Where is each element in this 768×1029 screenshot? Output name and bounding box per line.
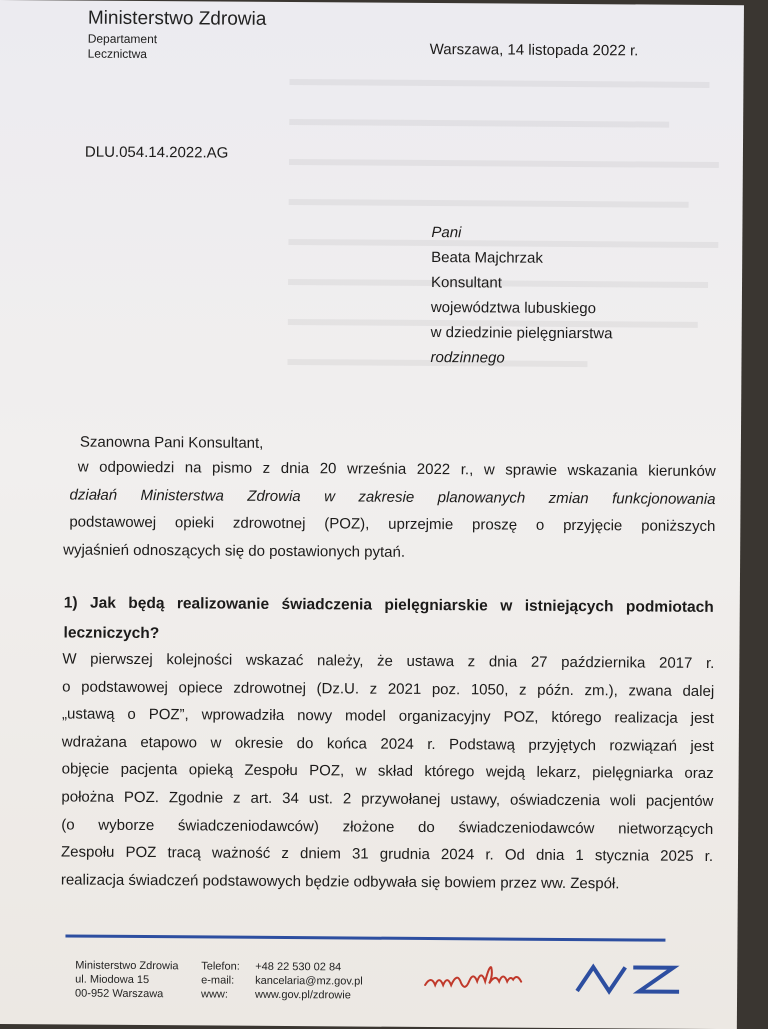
letter-date: Warszawa, 14 listopada 2022 r. [429, 41, 639, 60]
contact-label: www: [201, 988, 228, 1001]
recipient-line: Beata Majchrzak [431, 249, 543, 267]
recipient-address [430, 220, 613, 371]
logo-m-shape [577, 967, 625, 991]
website-address: www.gov.pl/zdrowie [255, 988, 351, 1002]
recipient-line: Konsultant [430, 274, 502, 292]
phone-number: +48 22 530 02 84 [255, 960, 342, 974]
ministry-name: Ministerstwo Zdrowia [87, 7, 267, 30]
department-line-1: Departament [87, 31, 158, 47]
paragraph-line: objęcie pacjenta opieką Zespołu POZ, w skład którego wejdą lekarz, pielęgniarka oraz [61, 760, 714, 783]
footer-address [75, 959, 179, 1002]
paragraph-line: realizacja świadczeń podstawowych będzie odbywała się bowiem przez ww. Zespół. [60, 871, 620, 893]
recipient-line: w dziedzinie pielęgniarstwa [430, 324, 613, 343]
footer-address-line: ul. Miodowa 15 [75, 973, 150, 987]
contact-label: Telefon: [201, 960, 240, 973]
paragraph-line: W pierwszej kolejności wskazać należy, że ustawa z dnia 27 października 2017 r. [62, 650, 715, 673]
footer-contact-labels [201, 959, 240, 1001]
department-line-2: Lecznictwa [87, 46, 148, 62]
independence-mark-logo [421, 961, 551, 998]
salutation: Szanowna Pani Konsultant, [79, 433, 264, 452]
paragraph-line: Zespołu POZ tracą ważność z dniem 31 grudnia 2024 r. Od dnia 1 stycznia 2025 r. [60, 843, 714, 866]
footer-divider [65, 934, 665, 941]
paragraph-line: (o wyborze świadczeniodawców) złożone do świadczeniodawców nietworzących [61, 816, 714, 838]
footer-contact-values [255, 960, 363, 1003]
paragraph-line: o podstawowej opiece zdrowotnej (Dz.U. z 2021 poz. 1050, z późn. zm.), zwana dalej [62, 678, 715, 700]
paragraph-line: położna POZ. Zgodnie z art. 34 ust. 2 przywołanej ustawy, oświadczenia woli pacjentów [61, 788, 714, 810]
paragraph-line: „ustawą o POZ”, wprowadziła nowy model organizacyjny POZ, którego realizacja jest [61, 705, 715, 728]
email-address: kancelaria@mz.gov.pl [255, 974, 363, 988]
contact-label: e-mail: [201, 974, 235, 987]
paragraph-line: w odpowiedzi na pismo z dnia 20 września 2022 r., w sprawie wskazania kierunków [77, 458, 716, 481]
mark-stroke [425, 967, 521, 987]
paragraph-line: wdrażana etapowo w okresie do końca 2024 r. Podstawą przyjętych rozwiązań jest [61, 733, 714, 755]
logo-z-shape [633, 967, 679, 991]
question-1-heading [63, 588, 713, 653]
heading-line: leczniczych? [63, 624, 160, 643]
paragraph-line: wyjaśnień odnoszących się do postawionych pytań. [63, 540, 406, 561]
recipient-line: województwa lubuskiego [430, 299, 597, 318]
paragraph-line: działań Ministerstwa Zdrowia w zakresie planowanych zmian funkcjonowania [69, 485, 716, 508]
answer-1-paragraph [61, 645, 715, 898]
recipient-line: Pani [431, 224, 462, 242]
reference-number: DLU.054.14.2022.AG [84, 143, 229, 162]
paragraph-line: podstawowej opieki zdrowotnej (POZ), uprzejmie proszę o przyjęcie poniższych [69, 513, 716, 536]
footer-address-line: 00-952 Warszawa [75, 987, 164, 1001]
mz-logo [573, 959, 685, 998]
heading-line: 1) Jak będą realizowanie świadczenia pielęgniarskie w istniejących podmiotach [63, 594, 714, 616]
recipient-line: rodzinnego [430, 349, 505, 367]
intro-paragraph [63, 453, 716, 568]
footer-address-line: Ministerstwo Zdrowia [75, 959, 179, 973]
